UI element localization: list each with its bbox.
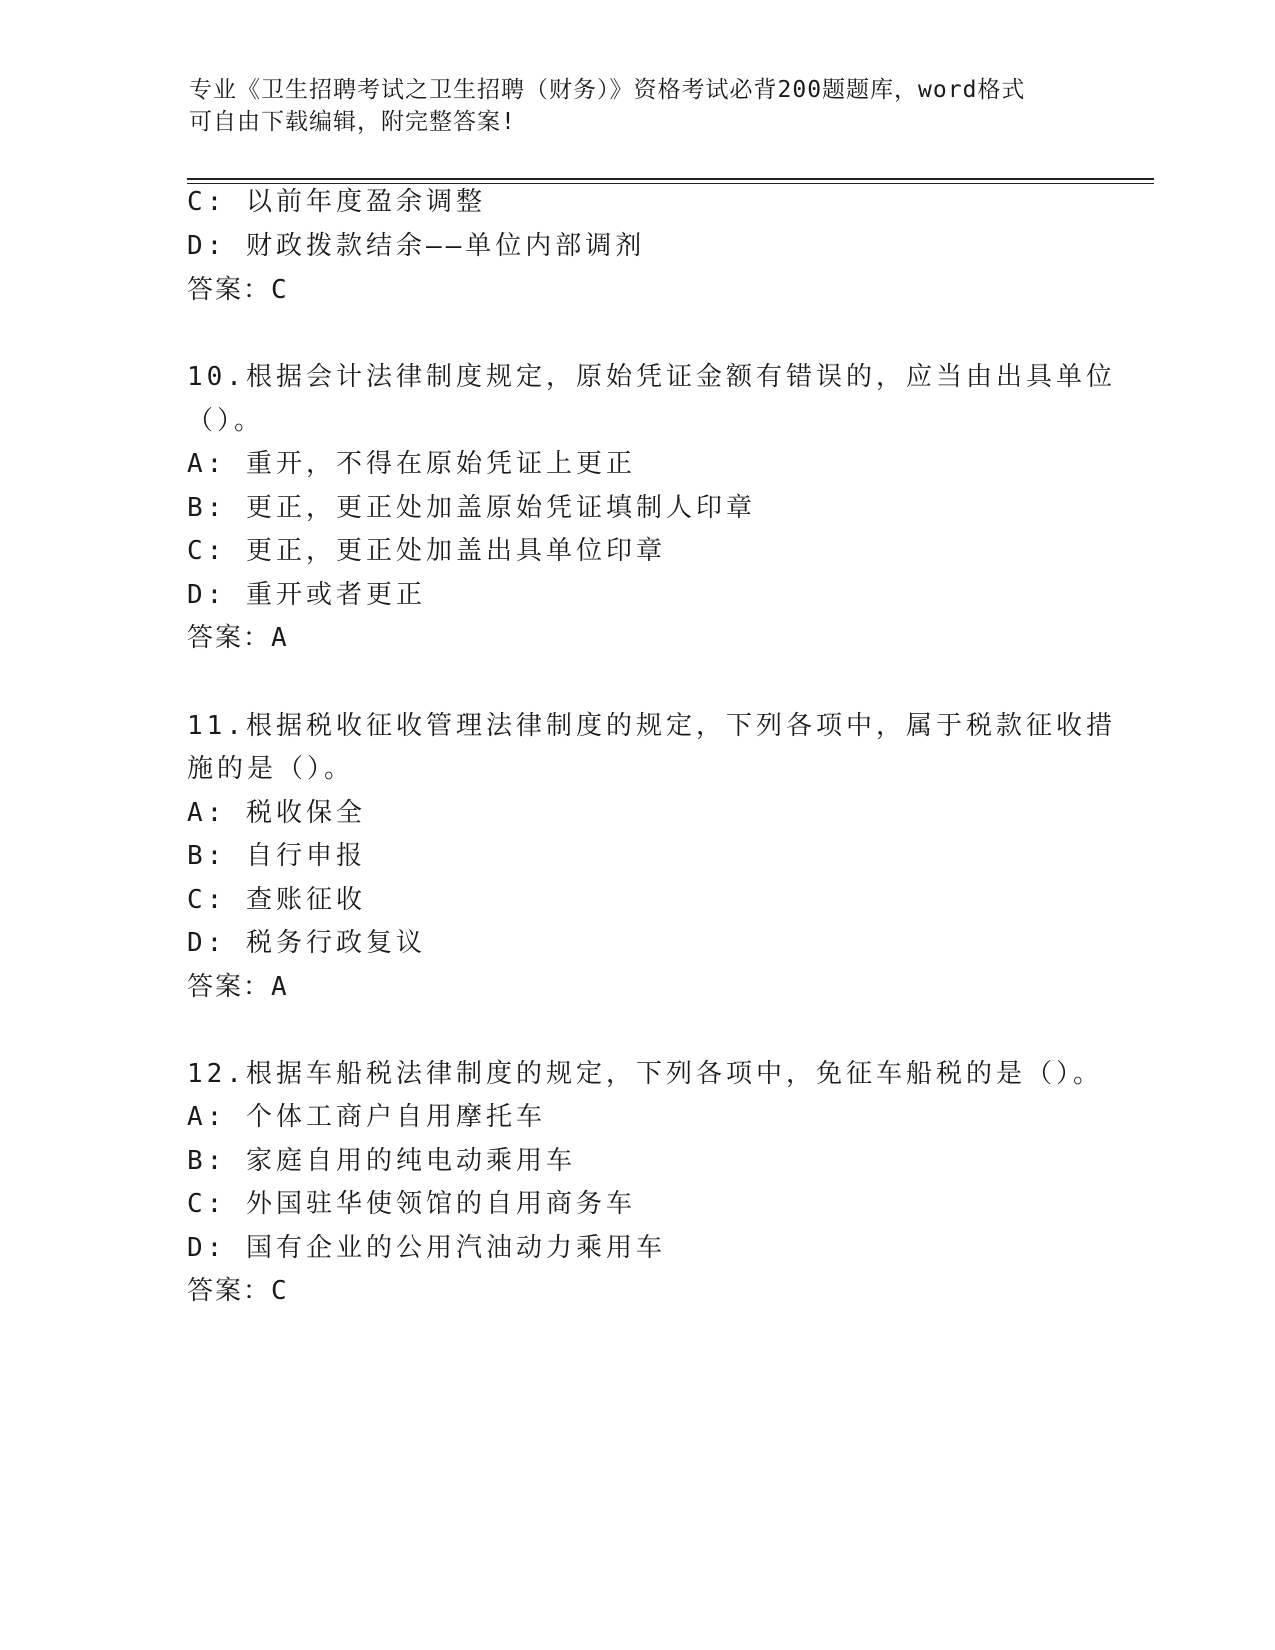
q10-option-a: A: 重开，不得在原始凭证上更正	[187, 449, 636, 479]
q12-option-b: B: 家庭自用的纯电动乘用车	[187, 1146, 576, 1176]
q10-option-d: D: 重开或者更正	[187, 580, 426, 610]
prev-option-c: C: 以前年度盈余调整	[187, 187, 486, 217]
q12-option-c: C: 外国驻华使领馆的自用商务车	[187, 1189, 636, 1219]
q12-stem-line-1: 12.根据车船税法律制度的规定，下列各项中，免征车船税的是（）。	[187, 1059, 1103, 1089]
q12-option-d: D: 国有企业的公用汽油动力乘用车	[187, 1233, 666, 1263]
q10-answer: 答案：A	[187, 623, 289, 653]
q11-stem-line-1: 11.根据税收征收管理法律制度的规定，下列各项中，属于税款征收措	[187, 711, 1116, 741]
q11-option-d: D: 税务行政复议	[187, 928, 426, 958]
q10-option-b: B: 更正，更正处加盖原始凭证填制人印章	[187, 493, 756, 523]
q10-option-c: C: 更正，更正处加盖出具单位印章	[187, 536, 666, 566]
header-divider-thick	[187, 178, 1154, 180]
q11-option-c: C: 查账征收	[187, 885, 366, 915]
header-title-line-1: 专业《卫生招聘考试之卫生招聘（财务）》资格考试必背200题题库，word格式	[189, 77, 1026, 103]
q10-stem-line-1: 10.根据会计法律制度规定，原始凭证金额有错误的，应当由出具单位	[187, 362, 1116, 392]
q11-option-b: B: 自行申报	[187, 841, 366, 871]
q11-answer: 答案：A	[187, 972, 289, 1002]
header-title-line-2: 可自由下载编辑，附完整答案!	[189, 109, 516, 135]
q12-option-a: A: 个体工商户自用摩托车	[187, 1102, 546, 1132]
prev-answer: 答案：C	[187, 275, 289, 305]
q12-answer: 答案：C	[187, 1276, 289, 1306]
q11-option-a: A: 税收保全	[187, 798, 366, 828]
prev-option-d: D: 财政拨款结余——单位内部调剂	[187, 231, 646, 261]
q10-stem-line-2: （）。	[187, 406, 265, 436]
q11-stem-line-2: 施的是（）。	[187, 754, 355, 784]
document-header	[189, 74, 1089, 138]
